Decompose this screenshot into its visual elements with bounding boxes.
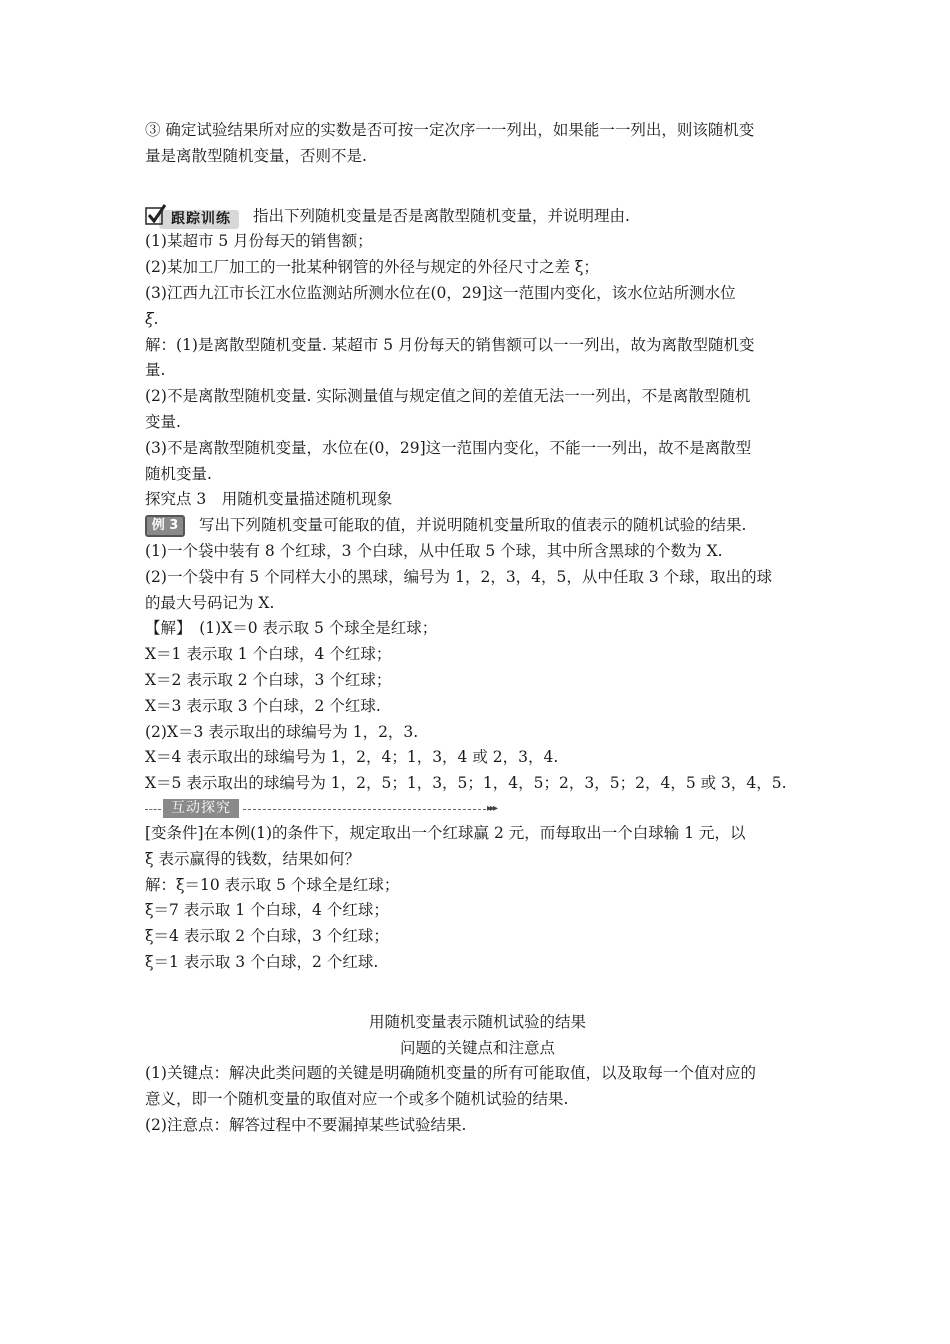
summary-title: 用随机变量表示随机试验的结果: [368, 1012, 586, 1031]
arrow-icon: ▸▸▸: [487, 802, 497, 814]
example-line: 的最大号码记为 X.: [145, 593, 275, 612]
example-line: (2)X＝3 表示取出的球编号为 1，2，3.: [145, 722, 419, 741]
follow-line: (3)不是离散型随机变量，水位在(0，29]这一范围内变化，不能一一列出，故不是离散型: [145, 438, 752, 457]
example-line: 【解】 (1)X＝0 表示取 5 个球全是红球；: [145, 619, 438, 638]
follow-training-label: 跟踪训练: [159, 210, 239, 229]
follow-line: 解：(1)是离散型随机变量. 某超市 5 月份每天的销售额可以一一列出，故为离散型随机变: [145, 335, 755, 354]
follow-line: (2)不是离散型随机变量. 实际测量值与规定值之间的差值无法一一列出，不是离散型随机: [145, 387, 751, 406]
example-line: X＝3 表示取 3 个白球，2 个红球.: [145, 696, 381, 715]
follow-line: 量.: [145, 361, 166, 380]
section-heading: 探究点 3 用随机变量描述随机现象: [145, 490, 393, 509]
intro-line-2: 量是离散型随机变量，否则不是.: [145, 146, 367, 165]
follow-line: (1)某超市 5 月份每天的销售额；: [145, 232, 373, 251]
interactive-divider: [145, 799, 525, 821]
example-line: (1)一个袋中装有 8 个红球，3 个白球，从中任取 5 个球，其中所含黑球的个数为 X.: [145, 541, 723, 560]
interactive-line: ξ＝1 表示取 3 个白球，2 个红球.: [145, 952, 379, 971]
example-line: X＝2 表示取 2 个白球，3 个红球；: [145, 670, 392, 689]
example-line: X＝1 表示取 1 个白球，4 个红球；: [145, 645, 392, 664]
follow-line: 变量.: [145, 412, 181, 431]
example-line: X＝5 表示取出的球编号为 1，2，5；1，3，5；1，4，5；2，3，5；2，4，5 或 3，4，5.: [145, 774, 787, 793]
follow-line: (3)江西九江市长江水位监测站所测水位在(0，29]这一范围内变化，该水位站所测水位: [145, 283, 736, 302]
follow-line: (2)某加工厂加工的一批某种钢管的外径与规定的外径尺寸之差 ξ；: [145, 258, 599, 277]
follow-training-badge: [145, 206, 239, 227]
interactive-line: 解：ξ＝10 表示取 5 个球全是红球；: [145, 875, 400, 894]
follow-training-header: [145, 204, 810, 230]
intro-line-1: ③ 确定试验结果所对应的实数是否可按一定次序一一列出，如果能一一列出，则该随机变: [145, 121, 755, 139]
example-prompt: 写出下列随机变量可能取的值，并说明随机变量所取的值表示的随机试验的结果.: [199, 516, 747, 535]
interactive-label: 互动探究: [163, 799, 239, 818]
interactive-line: [变条件]在本例(1)的条件下，规定取出一个红球赢 2 元，而每取出一个白球输 1 元，以: [145, 823, 746, 842]
document-page: [145, 118, 810, 1139]
summary-subtitle: 问题的关键点和注意点: [399, 1038, 555, 1057]
interactive-line: ξ 表示赢得的钱数，结果如何？: [145, 849, 360, 868]
summary-line: (1)关键点：解决此类问题的关键是明确随机变量的所有可能取值，以及取每一个值对应的: [145, 1064, 756, 1083]
summary-line: (2)注意点：解答过程中不要漏掉某些试验结果.: [145, 1115, 467, 1134]
checkmark-icon: [145, 203, 167, 227]
follow-line: ξ.: [145, 309, 159, 328]
divider-dashed-line: [243, 809, 491, 810]
interactive-line: ξ＝7 表示取 1 个白球，4 个红球；: [145, 901, 389, 920]
example-line: (2)一个袋中有 5 个同样大小的黑球，编号为 1，2，3，4，5，从中任取 3 个球，取出的球: [145, 567, 773, 586]
example-line: X＝4 表示取出的球编号为 1，2，4；1，3，4 或 2，3，4.: [145, 748, 559, 767]
interactive-line: ξ＝4 表示取 2 个白球，3 个红球；: [145, 927, 389, 946]
summary-line: 意义，即一个随机变量的取值对应一个或多个随机试验的结果.: [145, 1090, 569, 1109]
example-badge: 例 3: [145, 515, 185, 537]
example-header: [145, 513, 810, 539]
follow-training-prompt: 指出下列随机变量是否是离散型随机变量，并说明理由.: [253, 206, 630, 225]
divider-lead-line: [145, 809, 161, 810]
follow-line: 随机变量.: [145, 464, 212, 483]
